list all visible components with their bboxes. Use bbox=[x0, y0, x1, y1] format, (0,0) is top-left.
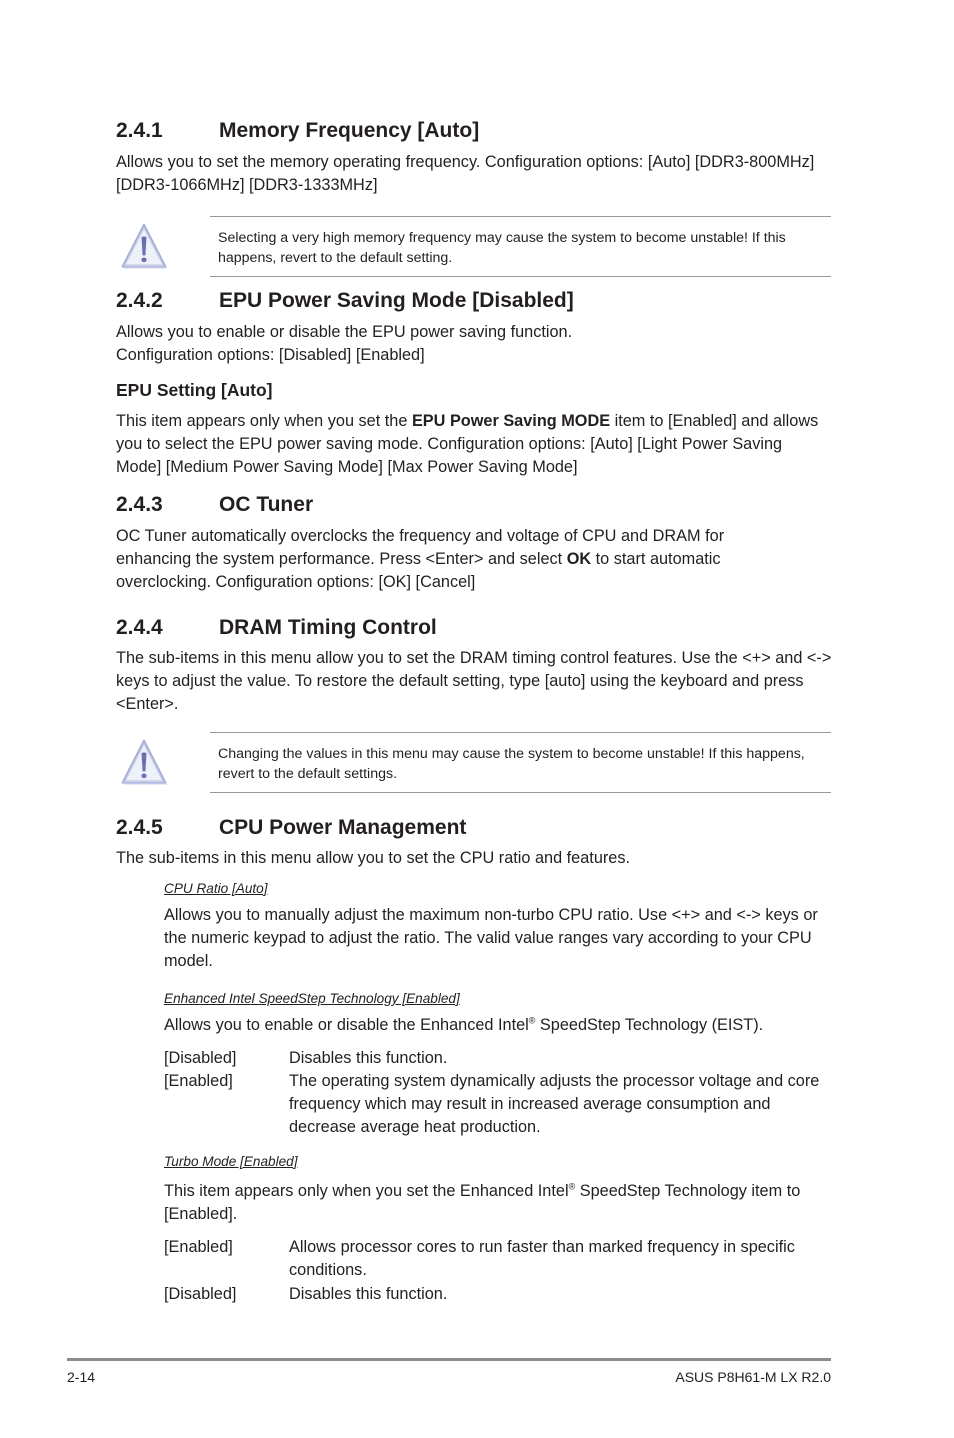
option-description: Disables this function. bbox=[289, 1049, 448, 1067]
section-heading-2-4-4 bbox=[116, 616, 816, 640]
warning-icon bbox=[116, 738, 172, 788]
section-title: OC Tuner bbox=[219, 493, 314, 516]
note-bottom-divider bbox=[210, 792, 831, 793]
oc-tuner-description: OC Tuner automatically overclocks the frequency and voltage of CPU and DRAM for enhancing the system performance. Press <Enter> and select OK to start automatic overclocking. Configuration options: [OK] [Cancel] bbox=[116, 527, 725, 591]
product-name: ASUS P8H61-M LX R2.0 bbox=[675, 1369, 831, 1385]
section-number: 2.4.5 bbox=[116, 816, 163, 839]
epu-setting-description: This item appears only when you set the EPU Power Saving MODE item to [Enabled] and allows you to select the EPU power saving mode. Configuration options: [Auto] [Light Power Saving Mode] [Medium Power Saving Mode] [Max Power Saving Mode] bbox=[116, 412, 819, 476]
note-top-divider bbox=[210, 732, 831, 733]
page-number: 2-14 bbox=[67, 1369, 96, 1385]
section-heading-2-4-3 bbox=[116, 493, 816, 517]
section-number: 2.4.2 bbox=[116, 289, 163, 312]
option-description: The operating system dynamically adjusts the processor voltage and core frequency which may result in increased average consumption and decrease average heat production. bbox=[289, 1072, 820, 1136]
section-heading-2-4-1 bbox=[116, 119, 816, 143]
section-number: 2.4.3 bbox=[116, 493, 163, 516]
turbo-mode-options bbox=[164, 1236, 834, 1308]
warning-note-memory: Selecting a very high memory frequency may cause the system to become unstable! If this happens, revert to the default setting. bbox=[218, 230, 786, 266]
epu-description-line1: Allows you to enable or disable the EPU power saving function. bbox=[116, 323, 573, 341]
eist-item-title: Enhanced Intel SpeedStep Technology [Enabled] bbox=[164, 991, 460, 1006]
option-key: [Enabled] bbox=[164, 1238, 233, 1256]
warning-icon bbox=[116, 222, 172, 272]
cpu-power-description: The sub-items in this menu allow you to set the CPU ratio and features. bbox=[116, 849, 631, 867]
warning-note-dram: Changing the values in this menu may cause the system to become unstable! If this happens, revert to the default settings. bbox=[218, 746, 805, 782]
option-key: [Disabled] bbox=[164, 1285, 237, 1303]
note-top-divider bbox=[210, 216, 831, 217]
section-title: EPU Power Saving Mode [Disabled] bbox=[219, 289, 574, 312]
option-description: Allows processor cores to run faster than marked frequency in specific conditions. bbox=[289, 1238, 795, 1279]
option-description: Disables this function. bbox=[289, 1285, 448, 1303]
memory-frequency-description: Allows you to set the memory operating frequency. Configuration options: [Auto] [DDR3-800MHz] [DDR3-1066MHz] [DDR3-1333MHz] bbox=[116, 153, 815, 194]
cpu-ratio-item-title: CPU Ratio [Auto] bbox=[164, 881, 268, 896]
section-heading-2-4-5 bbox=[116, 816, 816, 840]
section-title: CPU Power Management bbox=[219, 816, 467, 839]
eist-description: Allows you to enable or disable the Enhanced Intel® SpeedStep Technology (EIST). bbox=[164, 1015, 764, 1034]
option-key: [Enabled] bbox=[164, 1072, 233, 1090]
note-bottom-divider bbox=[210, 276, 831, 277]
option-key: [Disabled] bbox=[164, 1049, 237, 1067]
section-heading-2-4-2 bbox=[116, 289, 816, 313]
epu-setting-subheading: EPU Setting [Auto] bbox=[116, 380, 273, 400]
section-number: 2.4.1 bbox=[116, 119, 163, 142]
eist-options bbox=[164, 1047, 834, 1139]
section-title: DRAM Timing Control bbox=[219, 616, 437, 639]
dram-timing-description: The sub-items in this menu allow you to set the DRAM timing control features. Use the <+> and <-> keys to adjust the value. To restore the default setting, type [auto] using the keyboard and press <Enter>. bbox=[116, 649, 832, 713]
section-title: Memory Frequency [Auto] bbox=[219, 119, 480, 142]
section-number: 2.4.4 bbox=[116, 616, 163, 639]
cpu-ratio-description: Allows you to manually adjust the maximum non-turbo CPU ratio. Use <+> and <-> keys or the numeric keypad to adjust the ratio. The valid value ranges vary according to your CPU model. bbox=[164, 906, 818, 970]
footer-divider bbox=[67, 1358, 831, 1361]
epu-description-line2: Configuration options: [Disabled] [Enabled] bbox=[116, 346, 425, 364]
turbo-mode-item-title: Turbo Mode [Enabled] bbox=[164, 1154, 298, 1169]
turbo-mode-description: This item appears only when you set the Enhanced Intel® SpeedStep Technology item to [Enabled]. bbox=[164, 1181, 801, 1223]
